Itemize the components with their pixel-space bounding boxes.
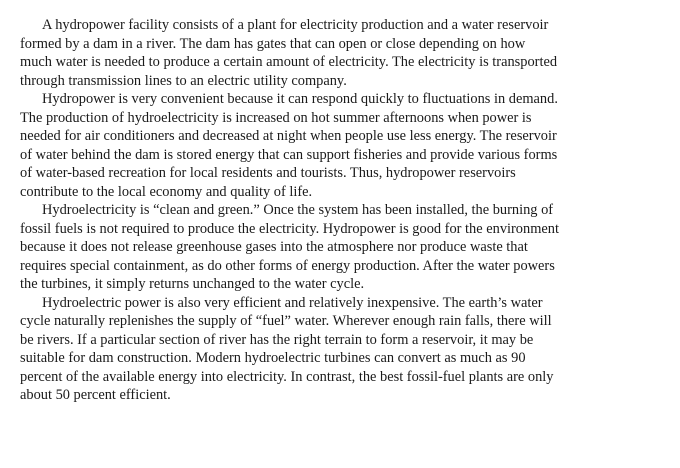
text-line: because it does not release greenhouse gases into the atmosphere nor produce waste that xyxy=(20,239,528,255)
text-line: needed for air conditioners and decreased at night when people use less energy. The reservoir xyxy=(20,128,557,144)
text-line: of water-based recreation for local residents and tourists. Thus, hydropower reservoirs xyxy=(20,165,516,181)
paragraph-2 xyxy=(20,90,670,201)
text-line: much water is needed to produce a certain amount of electricity. The electricity is transported xyxy=(20,54,558,70)
text-line: formed by a dam in a river. The dam has gates that can open or close depending on how xyxy=(20,35,526,52)
text-line: contribute to the local economy and quality of life. xyxy=(20,183,313,200)
text-line: Hydroelectricity is “clean and green.” Once the system has been installed, the burning of xyxy=(42,202,554,218)
text-line: Hydropower is very convenient because it can respond quickly to fluctuations in demand. xyxy=(42,91,558,107)
text-line: the turbines, it simply returns unchanged to the water cycle. xyxy=(20,276,365,292)
document-page xyxy=(20,16,670,405)
text-line: of water behind the dam is stored energy that can support fisheries and provide various forms xyxy=(20,146,558,163)
text-line: fossil fuels is not required to produce the electricity. Hydropower is good for the environment xyxy=(20,220,559,237)
text-line: suitable for dam construction. Modern hydroelectric turbines can convert as much as 90 xyxy=(20,350,526,366)
text-line: about 50 percent efficient. xyxy=(20,387,171,403)
paragraph-1 xyxy=(20,16,670,90)
text-line: requires special containment, as do other forms of energy production. After the water powers xyxy=(20,257,555,274)
text-line: A hydropower facility consists of a plant for electricity production and a water reservoir xyxy=(42,17,549,33)
text-line: cycle naturally replenishes the supply of “fuel” water. Wherever enough rain falls, there will xyxy=(20,313,552,329)
text-line: percent of the available energy into electricity. In contrast, the best fossil-fuel plants are only xyxy=(20,368,554,385)
text-line: The production of hydroelectricity is increased on hot summer afternoons when power is xyxy=(20,109,532,126)
text-line: through transmission lines to an electric utility company. xyxy=(20,72,347,89)
paragraph-3 xyxy=(20,201,670,294)
text-line: Hydroelectric power is also very efficient and relatively inexpensive. The earth’s water xyxy=(42,294,543,311)
text-line: be rivers. If a particular section of river has the right terrain to form a reservoir, it may be xyxy=(20,331,534,348)
paragraph-4 xyxy=(20,294,670,405)
